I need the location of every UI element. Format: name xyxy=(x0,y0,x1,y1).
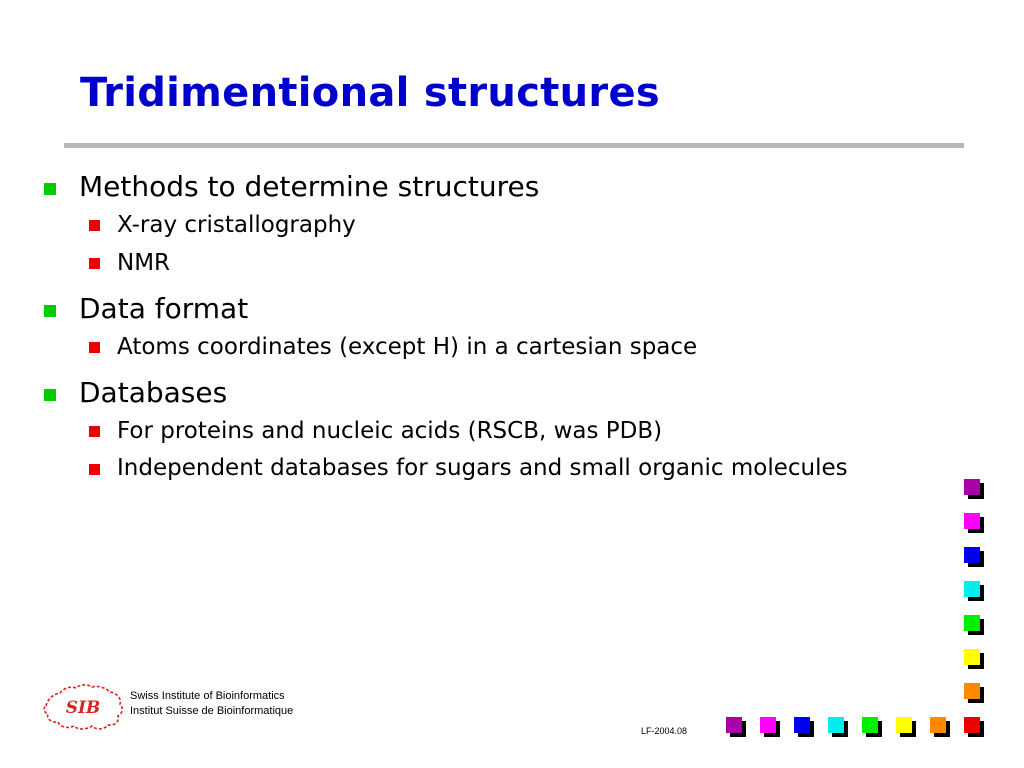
decor-square-blue xyxy=(794,717,810,733)
sub-bullet-label: Independent databases for sugars and small organic molecules xyxy=(117,455,848,481)
bullet-label: Data format xyxy=(79,292,249,325)
sub-bullet-square-icon xyxy=(89,426,100,437)
decor-square-yellow xyxy=(964,649,980,665)
sib-logo xyxy=(40,676,126,734)
decor-square-yellow xyxy=(896,717,912,733)
sub-bullet-square-icon xyxy=(89,220,100,231)
bullet-square-icon xyxy=(44,183,56,195)
sub-bullet-label: X-ray cristallography xyxy=(117,212,356,238)
logo-text: SIB xyxy=(65,698,101,718)
bullet-square-icon xyxy=(44,389,56,401)
bullet-item-databases xyxy=(44,374,884,412)
decor-square-orange xyxy=(964,683,980,699)
sub-bullet-xray xyxy=(117,206,884,244)
decor-square-green xyxy=(964,615,980,631)
slide-title: Tridimentional structures xyxy=(80,70,660,116)
sub-bullet-square-icon xyxy=(89,342,100,353)
title-divider xyxy=(64,143,964,148)
bullet-item-data-format xyxy=(44,290,884,328)
decor-square-purple xyxy=(964,479,980,495)
decor-square-cyan xyxy=(964,581,980,597)
sub-bullet-square-icon xyxy=(89,464,100,475)
bullet-square-icon xyxy=(44,305,56,317)
sub-bullet-square-icon xyxy=(89,258,100,269)
decor-square-magenta xyxy=(964,513,980,529)
sub-bullet-label: For proteins and nucleic acids (RSCB, was PDB) xyxy=(117,418,663,444)
bullet-item-methods xyxy=(44,168,884,206)
sub-bullet-nmr xyxy=(117,244,884,282)
bullet-label: Databases xyxy=(79,376,228,409)
sub-bullet-label: Atoms coordinates (except H) in a cartesian space xyxy=(117,334,698,360)
sub-bullet-proteins xyxy=(117,412,884,450)
sub-bullet-label: NMR xyxy=(117,250,171,276)
decor-square-red xyxy=(964,717,980,733)
decor-square-cyan xyxy=(828,717,844,733)
bullet-label: Methods to determine structures xyxy=(79,170,540,203)
sub-bullet-sugars xyxy=(117,450,857,486)
decor-square-blue xyxy=(964,547,980,563)
decor-square-magenta xyxy=(760,717,776,733)
decor-square-green xyxy=(862,717,878,733)
sub-bullet-coordinates xyxy=(117,328,884,366)
org-name-french: Institut Suisse de Bioinformatique xyxy=(130,705,294,717)
org-name-english: Swiss Institute of Bioinformatics xyxy=(130,690,285,702)
decor-square-purple xyxy=(726,717,742,733)
organization-name xyxy=(130,689,293,719)
bullet-list xyxy=(44,168,884,486)
document-id: LF-2004.08 xyxy=(641,726,688,736)
decor-square-orange xyxy=(930,717,946,733)
